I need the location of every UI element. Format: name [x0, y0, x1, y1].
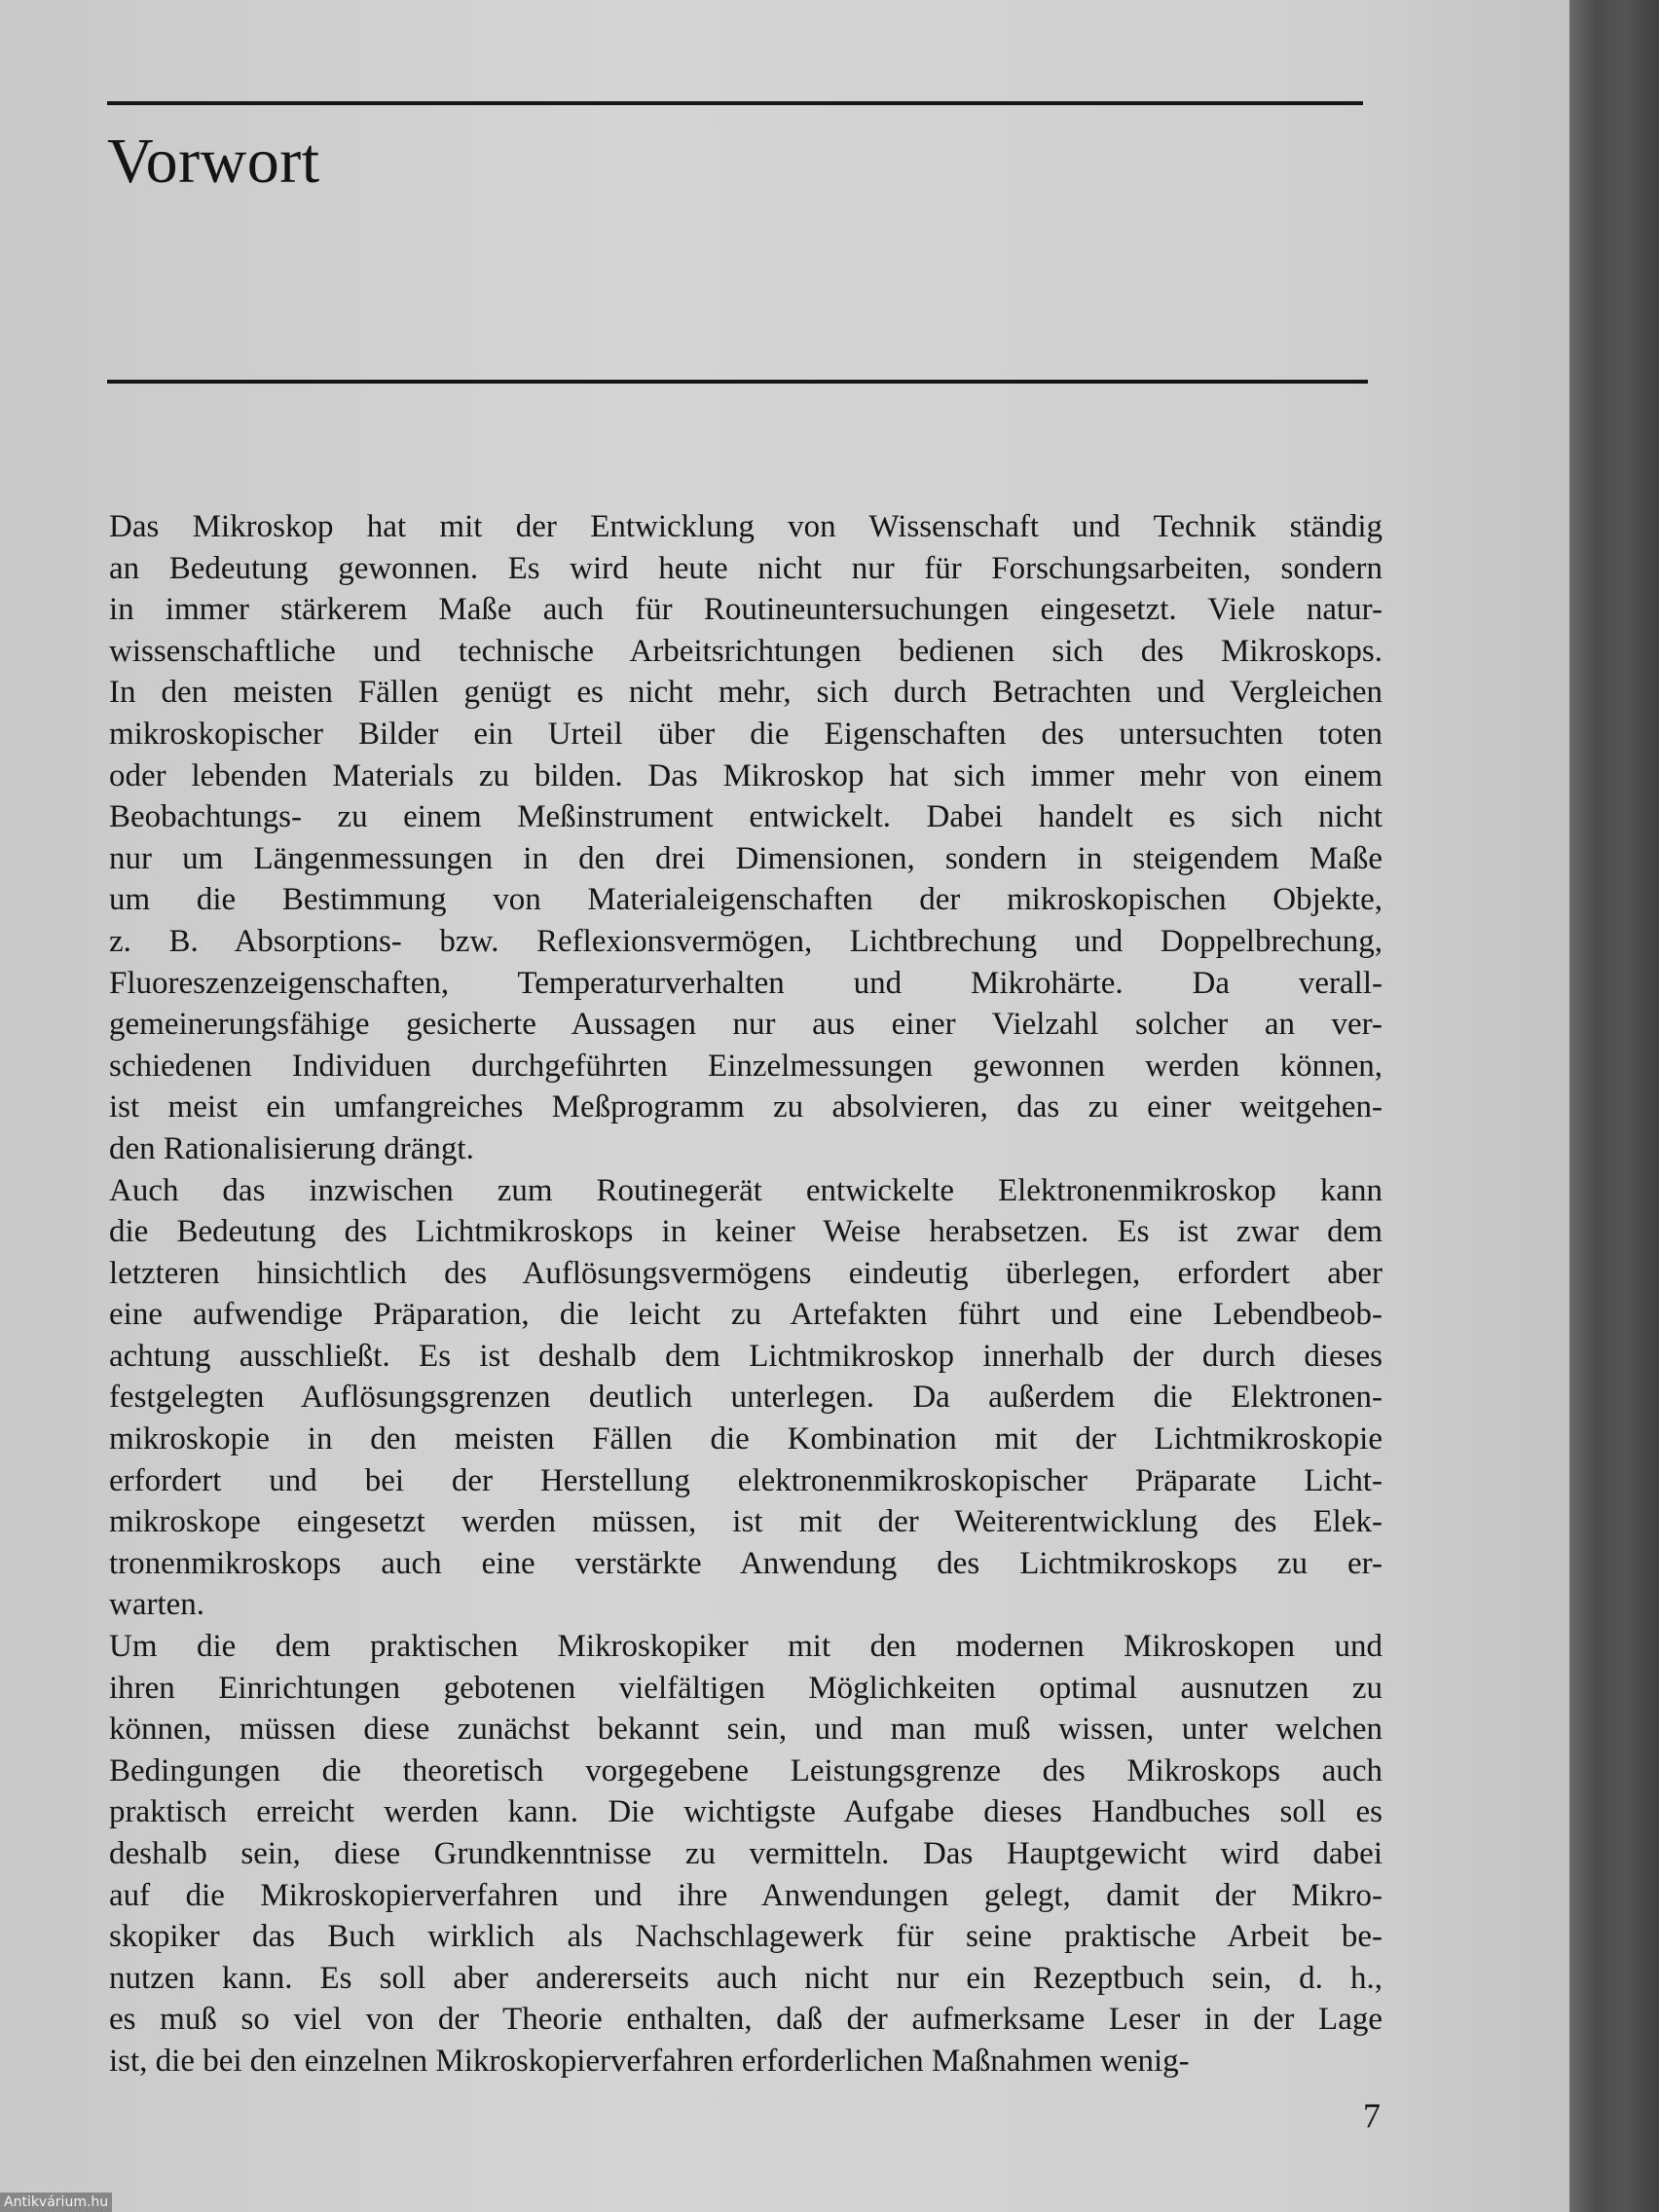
watermark: Antikvárium.hu — [0, 2193, 112, 2212]
page-number: 7 — [1363, 2096, 1381, 2135]
text-line: Beobachtungs- zu einem Meßinstrument entwickelt. Dabei handelt es sich nicht — [109, 799, 1382, 835]
text-line: die Bedeutung des Lichtmikroskops in keiner Weise herabsetzen. Es ist zwar dem — [109, 1214, 1382, 1250]
bottom-rule — [107, 380, 1368, 384]
text-line: in immer stärkerem Maße auch für Routineuntersuchungen eingesetzt. Viele natur- — [109, 592, 1382, 628]
text-line: mikroskopischer Bilder ein Urteil über die Eigenschaften des untersuchten toten — [109, 716, 1382, 752]
text-line: tronenmikroskops auch eine verstärkte Anwendung des Lichtmikroskops zu er- — [109, 1545, 1382, 1581]
text-line: mikroskopie in den meisten Fällen die Kombination mit der Lichtmikroskopie — [109, 1421, 1382, 1457]
paragraph — [109, 506, 1382, 1170]
text-line: achtung ausschließt. Es ist deshalb dem Lichtmikroskop innerhalb der durch dieses — [109, 1338, 1382, 1374]
text-line: skopiker das Buch wirklich als Nachschlagewerk für seine praktische Arbeit be- — [109, 1919, 1382, 1955]
body-text — [109, 506, 1382, 2083]
text-line: gemeinerungsfähige gesicherte Aussagen nur aus einer Vielzahl solcher an ver- — [109, 1007, 1382, 1043]
text-line: Das Mikroskop hat mit der Entwicklung von Wissenschaft und Technik ständig — [109, 509, 1382, 544]
text-line: es muß so viel von der Theorie enthalten, daß der aufmerksame Leser in der Lage — [109, 2002, 1382, 2038]
text-line: erfordert und bei der Herstellung elektronenmikroskopischer Präparate Licht- — [109, 1462, 1382, 1498]
text-line: In den meisten Fällen genügt es nicht mehr, sich durch Betrachten und Vergleichen — [109, 675, 1382, 711]
text-line: ist meist ein umfangreiches Meßprogramm zu absolvieren, das zu einer weitgehen- — [109, 1089, 1382, 1125]
text-line: nutzen kann. Es soll aber andererseits auch nicht nur ein Rezeptbuch sein, d. h., — [109, 1960, 1382, 1996]
text-line: warten. — [109, 1587, 205, 1623]
text-line: oder lebenden Materials zu bilden. Das Mikroskop hat sich immer mehr von einem — [109, 757, 1382, 793]
text-line: Auch das inzwischen zum Routinegerät entwickelte Elektronenmikroskop kann — [109, 1172, 1382, 1208]
text-line: eine aufwendige Präparation, die leicht zu Artefakten führt und eine Lebendbeob- — [109, 1297, 1382, 1333]
text-line: um die Bestimmung von Materialeigenschaften der mikroskopischen Objekte, — [109, 882, 1382, 918]
text-line: wissenschaftliche und technische Arbeitsrichtungen bedienen sich des Mikroskops. — [109, 633, 1382, 669]
text-line: schiedenen Individuen durchgeführten Einzelmessungen gewonnen werden können, — [109, 1048, 1382, 1084]
paragraph — [109, 1626, 1382, 2083]
text-line: Fluoreszenzeigenschaften, Temperaturverhalten und Mikrohärte. Da verall- — [109, 965, 1382, 1001]
text-line: deshalb sein, diese Grundkenntnisse zu vermitteln. Das Hauptgewicht wird dabei — [109, 1836, 1382, 1871]
paragraph — [109, 1170, 1382, 1627]
text-line: nur um Längenmessungen in den drei Dimensionen, sondern in steigendem Maße — [109, 840, 1382, 876]
text-line: letzteren hinsichtlich des Auflösungsvermögens eindeutig überlegen, erfordert aber — [109, 1255, 1382, 1291]
text-line: auf die Mikroskopierverfahren und ihre Anwendungen gelegt, damit der Mikro- — [109, 1877, 1382, 1913]
text-line: den Rationalisierung drängt. — [109, 1130, 474, 1166]
text-line: an Bedeutung gewonnen. Es wird heute nicht nur für Forschungsarbeiten, sondern — [109, 550, 1382, 586]
page-title: Vorwort — [107, 126, 320, 197]
text-line: können, müssen diese zunächst bekannt sein, und man muß wissen, unter welchen — [109, 1712, 1382, 1748]
text-line: z. B. Absorptions- bzw. Reflexionsvermögen, Lichtbrechung und Doppelbrechung, — [109, 923, 1382, 959]
text-line: Bedingungen die theoretisch vorgegebene Leistungsgrenze des Mikroskops auch — [109, 1752, 1382, 1788]
text-line: praktisch erreicht werden kann. Die wichtigste Aufgabe dieses Handbuches soll es — [109, 1794, 1382, 1830]
text-line: mikroskope eingesetzt werden müssen, ist mit der Weiterentwicklung des Elek- — [109, 1504, 1382, 1540]
text-line: Um die dem praktischen Mikroskopiker mit den modernen Mikroskopen und — [109, 1629, 1382, 1665]
text-line: ihren Einrichtungen gebotenen vielfältigen Möglichkeiten optimal ausnutzen zu — [109, 1670, 1382, 1706]
page-edge-shadow — [1569, 0, 1659, 2212]
text-line: festgelegten Auflösungsgrenzen deutlich unterlegen. Da außerdem die Elektronen- — [109, 1380, 1382, 1416]
top-rule — [107, 101, 1363, 105]
text-line: ist, die bei den einzelnen Mikroskopierverfahren erforderlichen Maßnahmen wenig- — [109, 2043, 1190, 2079]
